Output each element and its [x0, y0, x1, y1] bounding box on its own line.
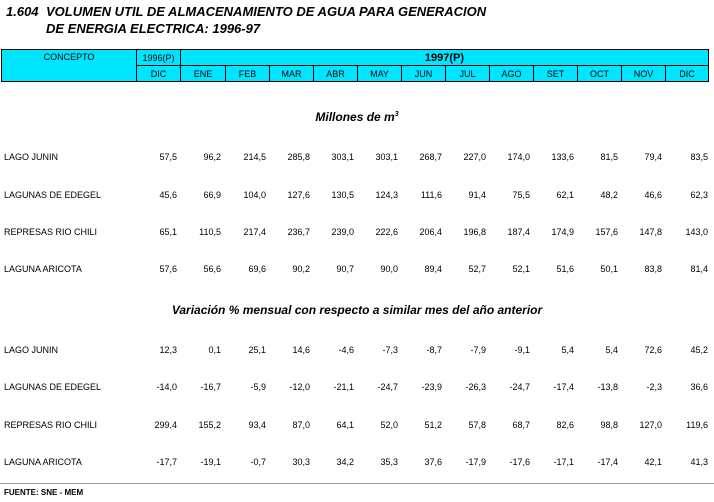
table-cell: -8,7 [426, 345, 442, 355]
month-header: DIC [137, 66, 181, 82]
table-cell: 50,1 [600, 264, 618, 274]
table-cell: 52,0 [380, 420, 398, 430]
table-cell: 14,6 [292, 345, 310, 355]
table-cell: 5,4 [561, 345, 574, 355]
row-label: LAGO JUNIN [4, 152, 59, 162]
table-cell: 30,3 [292, 457, 310, 467]
row-label: LAGO JUNIN [4, 345, 59, 355]
source-note: FUENTE: SNE - MEM [4, 488, 84, 497]
table-cell: -26,3 [465, 382, 486, 392]
table-cell: -24,7 [377, 382, 398, 392]
table-cell: 119,6 [686, 420, 708, 430]
table-row [0, 345, 714, 359]
section-title-variation: Variación % mensual con respecto a similar mes del año anterior [171, 303, 543, 317]
table-cell: 34,2 [336, 457, 354, 467]
table-cell: -16,7 [200, 382, 221, 392]
table-cell: 12,3 [159, 345, 177, 355]
header-year-1996: 1996(P) [137, 50, 181, 66]
month-header: FEB [226, 66, 270, 82]
table-number: 1.604 [6, 4, 39, 19]
table-cell: 64,1 [336, 420, 354, 430]
table-cell: 217,4 [243, 227, 266, 237]
table-cell: 90,2 [292, 264, 310, 274]
table-cell: 214,5 [243, 152, 266, 162]
table-cell: 96,2 [203, 152, 221, 162]
table-cell: 89,4 [424, 264, 442, 274]
table-cell: 82,6 [556, 420, 574, 430]
table-cell: 98,8 [600, 420, 618, 430]
table-cell: 35,3 [380, 457, 398, 467]
table-cell: -17,7 [156, 457, 177, 467]
table-cell: 227,0 [463, 152, 486, 162]
table-cell: -19,1 [200, 457, 221, 467]
header-table [1, 49, 709, 82]
month-header: DIC [666, 66, 709, 82]
row-label: LAGUNAS DE EDEGEL [4, 382, 102, 392]
table-cell: 45,2 [690, 345, 708, 355]
table-cell: 91,4 [468, 190, 486, 200]
month-header: JUL [446, 66, 490, 82]
table-cell: -4,6 [338, 345, 354, 355]
month-header: NOV [622, 66, 666, 82]
table-cell: 52,1 [512, 264, 530, 274]
section-title-text: Millones de m [315, 110, 395, 124]
table-cell: 68,7 [512, 420, 530, 430]
table-cell: -17,4 [553, 382, 574, 392]
table-row [0, 190, 714, 204]
month-header: OCT [578, 66, 622, 82]
table-cell: 127,6 [287, 190, 310, 200]
table-title-line1 [6, 4, 486, 19]
row-label: LAGUNA ARICOTA [4, 457, 82, 467]
table-cell: 157,6 [595, 227, 618, 237]
table-cell: 37,6 [424, 457, 442, 467]
table-cell: 83,5 [690, 152, 708, 162]
table-row [0, 382, 714, 396]
table-cell: 206,4 [419, 227, 442, 237]
table-cell: 62,3 [690, 190, 708, 200]
table-cell: -17,6 [509, 457, 530, 467]
table-cell: -14,0 [156, 382, 177, 392]
table-cell: -13,8 [597, 382, 618, 392]
row-label: REPRESAS RIO CHILI [4, 420, 98, 430]
table-cell: 268,7 [419, 152, 442, 162]
table-cell: 81,5 [600, 152, 618, 162]
table-cell: 36,6 [690, 382, 708, 392]
table-cell: 0,1 [208, 345, 221, 355]
table-cell: 87,0 [292, 420, 310, 430]
table-cell: 62,1 [556, 190, 574, 200]
month-header: MAY [358, 66, 402, 82]
table-row [0, 457, 714, 471]
table-cell: 51,2 [424, 420, 442, 430]
table-cell: -9,1 [514, 345, 530, 355]
table-cell: 42,1 [644, 457, 662, 467]
table-cell: 303,1 [375, 152, 398, 162]
table-cell: 5,4 [605, 345, 618, 355]
table-cell: 155,2 [198, 420, 221, 430]
table-cell: 187,4 [507, 227, 530, 237]
table-cell: 236,7 [287, 227, 310, 237]
table-cell: 52,7 [468, 264, 486, 274]
month-header: JUN [402, 66, 446, 82]
table-cell: 72,6 [644, 345, 662, 355]
table-cell: 51,6 [556, 264, 574, 274]
table-cell: 104,0 [243, 190, 266, 200]
table-cell: 111,6 [420, 190, 442, 200]
table-cell: 48,2 [600, 190, 618, 200]
table-cell: 299,4 [154, 420, 177, 430]
table-cell: 66,9 [203, 190, 221, 200]
table-cell: 57,8 [468, 420, 486, 430]
table-cell: 110,5 [199, 227, 221, 237]
month-header: ABR [314, 66, 358, 82]
table-cell: -24,7 [509, 382, 530, 392]
row-label: LAGUNA ARICOTA [4, 264, 82, 274]
table-cell: 83,8 [644, 264, 662, 274]
table-cell: 25,1 [248, 345, 266, 355]
table-cell: 147,8 [639, 227, 662, 237]
table-cell: 133,6 [551, 152, 574, 162]
table-cell: 57,5 [159, 152, 177, 162]
table-row [0, 264, 714, 278]
table-cell: -17,9 [465, 457, 486, 467]
header-year-1997: 1997(P) [181, 50, 709, 66]
month-header: AGO [490, 66, 534, 82]
table-cell: 222,6 [375, 227, 398, 237]
table-cell: 239,0 [331, 227, 354, 237]
table-cell: -2,3 [646, 382, 662, 392]
table-cell: -7,3 [382, 345, 398, 355]
table-cell: 69,6 [248, 264, 266, 274]
table-cell: 75,5 [512, 190, 530, 200]
table-cell: 93,4 [248, 420, 266, 430]
table-cell: -17,4 [597, 457, 618, 467]
unit-superscript: 3 [394, 111, 399, 118]
table-cell: 56,6 [203, 264, 221, 274]
table-cell: 81,4 [690, 264, 708, 274]
table-cell: 174,0 [507, 152, 530, 162]
month-header: MAR [270, 66, 314, 82]
table-cell: 79,4 [644, 152, 662, 162]
table-cell: 41,3 [690, 457, 708, 467]
month-header: ENE [181, 66, 226, 82]
table-cell: 285,8 [287, 152, 310, 162]
table-cell: -5,9 [250, 382, 266, 392]
table-row [0, 420, 714, 434]
table-title-line2: DE ENERGIA ELECTRICA: 1996-97 [46, 21, 261, 36]
table-cell: 46,6 [644, 190, 662, 200]
row-label: LAGUNAS DE EDEGEL [4, 190, 102, 200]
footer-divider [0, 483, 714, 484]
table-cell: -12,0 [289, 382, 310, 392]
title-text-1: VOLUMEN UTIL DE ALMACENAMIENTO DE AGUA PARA GENERACION [46, 4, 487, 19]
table-cell: 57,6 [159, 264, 177, 274]
table-cell: -0,7 [250, 457, 266, 467]
section-title-volume [0, 110, 714, 124]
header-concepto: CONCEPTO [2, 50, 137, 82]
table-cell: 143,0 [685, 227, 708, 237]
table-cell: 90,7 [336, 264, 354, 274]
table-row [0, 227, 714, 241]
month-header: SET [534, 66, 578, 82]
table-cell: 45,6 [159, 190, 177, 200]
table-cell: -17,1 [553, 457, 574, 467]
table-cell: 174,9 [551, 227, 574, 237]
table-cell: 90,0 [380, 264, 398, 274]
table-cell: 130,5 [331, 190, 354, 200]
table-row [0, 152, 714, 166]
table-cell: 196,8 [463, 227, 486, 237]
table-cell: 303,1 [331, 152, 354, 162]
table-cell: 65,1 [159, 227, 177, 237]
table-cell: 127,0 [639, 420, 662, 430]
table-cell: 124,3 [375, 190, 398, 200]
table-cell: -21,1 [333, 382, 354, 392]
table-cell: -7,9 [470, 345, 486, 355]
table-cell: -23,9 [421, 382, 442, 392]
row-label: REPRESAS RIO CHILI [4, 227, 98, 237]
